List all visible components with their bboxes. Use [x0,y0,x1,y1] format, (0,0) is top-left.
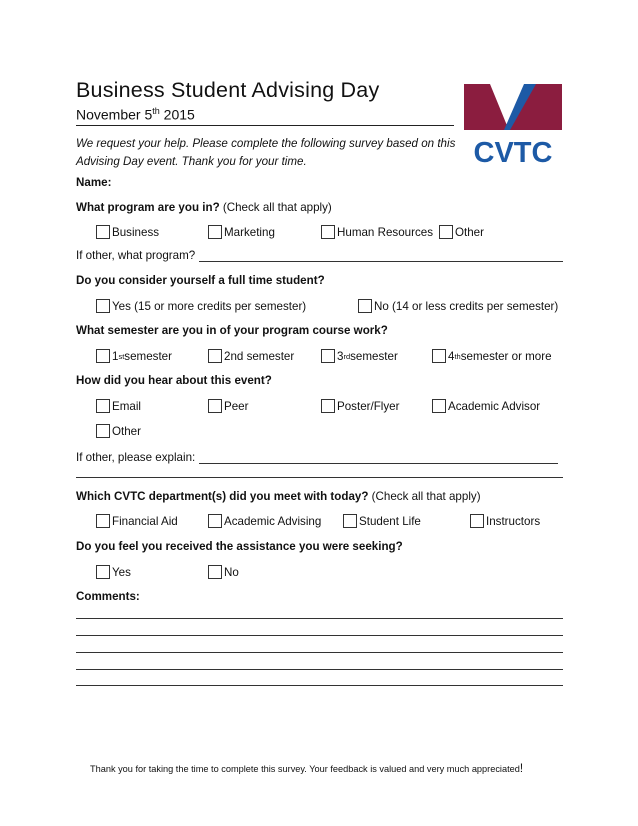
checkbox[interactable] [96,225,110,239]
event-date: November 5th 2015 [76,106,195,123]
comments-label: Comments: [76,590,140,603]
checkbox[interactable] [321,349,335,363]
hear-poster-option[interactable]: Poster/Flyer [321,399,400,413]
semester-1-option[interactable]: 1 st semester [96,349,172,363]
form-title: Business Student Advising Day [76,78,380,102]
checkbox[interactable] [96,299,110,313]
checkbox[interactable] [358,299,372,313]
comment-line[interactable] [76,652,563,653]
hear-other-option[interactable]: Other [96,424,141,438]
checkbox[interactable] [208,349,222,363]
footer-thanks: Thank you for taking the time to complete this survey. Your feedback is valued and very much appreciated! [90,763,524,775]
fulltime-question: Do you consider yourself a full time student? [76,274,325,287]
program-hr-option[interactable]: Human Resources [321,225,433,239]
comment-line[interactable] [76,618,563,619]
dept-instructors-option[interactable]: Instructors [470,514,540,528]
comment-line[interactable] [76,685,563,686]
dept-student-life-option[interactable]: Student Life [343,514,421,528]
checkbox[interactable] [439,225,453,239]
checkbox[interactable] [208,225,222,239]
program-business-option[interactable]: Business [96,225,159,239]
program-other-option[interactable]: Other [439,225,484,239]
hear-advisor-option[interactable]: Academic Advisor [432,399,540,413]
comment-line[interactable] [76,635,563,636]
assistance-yes-option[interactable]: Yes [96,565,131,579]
checkbox[interactable] [96,424,110,438]
program-question: What program are you in? (Check all that apply) [76,201,332,214]
checkbox[interactable] [432,399,446,413]
assistance-question: Do you feel you received the assistance you were seeking? [76,540,403,553]
fulltime-no-option[interactable]: No (14 or less credits per semester) [358,299,558,313]
logo-text: CVTC [473,137,553,168]
cvtc-logo [464,84,562,168]
comment-line[interactable] [76,669,563,670]
dept-academic-advising-option[interactable]: Academic Advising [208,514,321,528]
semester-2-option[interactable]: 2nd semester [208,349,294,363]
assistance-no-option[interactable]: No [208,565,239,579]
other-explain-field[interactable]: If other, please explain: [76,451,558,464]
department-question: Which CVTC department(s) did you meet with today? (Check all that apply) [76,490,481,503]
semester-question: What semester are you in of your program course work? [76,324,388,337]
name-label: Name: [76,176,112,189]
checkbox[interactable] [96,349,110,363]
other-program-field[interactable]: If other, what program? [76,249,563,262]
checkbox[interactable] [208,565,222,579]
semester-4-option[interactable]: 4 th semester or more [432,349,552,363]
checkbox[interactable] [343,514,357,528]
checkbox[interactable] [96,565,110,579]
checkbox[interactable] [208,399,222,413]
intro-text: We request your help. Please complete the following survey based on this Advising Day event. Thank you for your time. [76,137,456,168]
checkbox[interactable] [321,225,335,239]
fulltime-yes-option[interactable]: Yes (15 or more credits per semester) [96,299,306,313]
explain-continuation-line[interactable] [76,477,563,478]
semester-3-option[interactable]: 3 rd semester [321,349,398,363]
hear-email-option[interactable]: Email [96,399,141,413]
checkbox[interactable] [96,514,110,528]
program-marketing-option[interactable]: Marketing [208,225,275,239]
checkbox[interactable] [470,514,484,528]
checkbox[interactable] [321,399,335,413]
hear-question: How did you hear about this event? [76,374,272,387]
dept-financial-aid-option[interactable]: Financial Aid [96,514,178,528]
checkbox[interactable] [96,399,110,413]
checkbox[interactable] [432,349,446,363]
hear-peer-option[interactable]: Peer [208,399,249,413]
title-divider [76,125,454,126]
checkbox[interactable] [208,514,222,528]
